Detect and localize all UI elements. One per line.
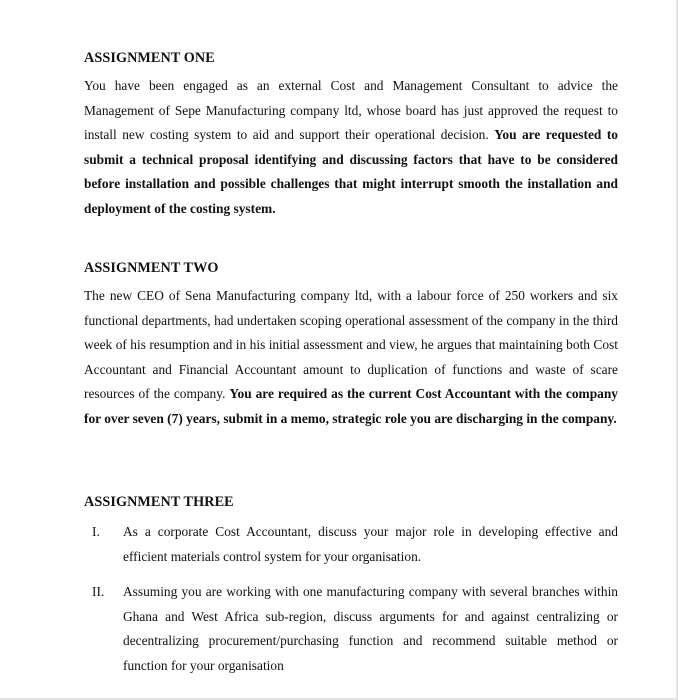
list-numeral: II. — [92, 584, 105, 599]
assignment-one-heading: ASSIGNMENT ONE — [84, 50, 215, 66]
assignment-three-item-2 — [84, 580, 618, 678]
assignment-two-text: The new CEO of Sena Manufacturing company ltd, with a labour force of 250 workers and six functional departments, had undertaken scoping operational assessment of the company in the third week of his resumption and in his initial assessment and view, he argues that maintaining both Cost Accountant and Financial Accountant amount to duplication of functions and waste of scare resources of the company. — [84, 288, 618, 402]
assignment-one-body — [84, 74, 618, 222]
list-item-text: Assuming you are working with one manufacturing company with several branches within Ghana and West Africa sub-region, discuss arguments for and against centralizing or decentralizing procurement/purchasing function and recommend suitable method or function for your organisation — [123, 584, 618, 673]
assignment-three-item-1 — [84, 520, 618, 569]
assignment-two-heading: ASSIGNMENT TWO — [84, 260, 219, 276]
assignment-three-heading: ASSIGNMENT THREE — [84, 494, 234, 510]
list-numeral: I. — [92, 524, 100, 539]
assignment-two-request: You are required as the current Cost Accountant with the company for over seven (7) years, submit in a memo, strategic role you are discharging in the company. — [84, 386, 618, 426]
assignment-two-body — [84, 284, 618, 432]
assignment-one-text: You have been engaged as an external Cost and Management Consultant to advice the Management of Sepe Manufacturing company ltd, whose board has just approved the request to install new costing system to aid and support their operational decision. — [84, 78, 618, 143]
list-item-text: As a corporate Cost Accountant, discuss your major role in developing effective and efficient materials control system for your organisation. — [123, 524, 618, 564]
assignment-one-request: You are requested to submit a technical proposal identifying and discussing factors that have to be considered before installation and possible challenges that might interrupt smooth the installation and deployment of the costing system. — [84, 127, 618, 216]
